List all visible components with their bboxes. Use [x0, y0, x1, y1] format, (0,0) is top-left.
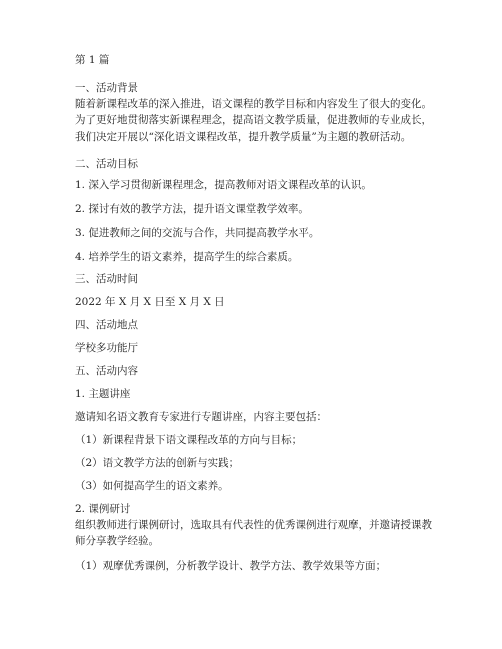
case-study-item: （1）观摩优秀课例，分析教学设计、教学方法、教学效果等方面；: [75, 560, 387, 572]
section-heading-goals: 二、活动目标: [75, 158, 138, 170]
section-heading-time: 三、活动时间: [75, 273, 138, 285]
content-subheading-lecture: 1. 主题讲座: [75, 388, 131, 400]
goal-item: 1. 深入学习贯彻新课程理念，提高教师对语文课程改革的认识。: [75, 179, 372, 191]
lecture-item: （1）新课程背景下语文课程改革的方向与目标；: [75, 434, 303, 446]
lecture-intro: 邀请知名语文教育专家进行专题讲座，内容主要包括：: [75, 411, 327, 423]
case-study-paragraph: 组织教师进行课例研讨，选取具有代表性的优秀课例进行观摩，并邀请授课教师分享教学经验。: [75, 519, 432, 548]
goal-item: 2. 探讨有效的教学方法，提升语文课堂教学效率。: [75, 203, 309, 215]
goal-item: 3. 促进教师之间的交流与合作，共同提高教学水平。: [75, 227, 320, 239]
background-paragraph: 随着新课程改革的深入推进，语文课程的教学目标和内容发生了很大的变化。为了更好地贯彻落实新课程理念，提高语文教学质量，促进教师的专业成长，我们决定开展以“深化语文课程改革，提升教学质量”为主题的教研活动。: [75, 98, 432, 143]
section-heading-location: 四、活动地点: [75, 319, 138, 331]
goal-item: 4. 培养学生的语文素养，提高学生的综合素质。: [75, 251, 299, 263]
activity-time: 2022 年 X 月 X 日至 X 月 X 日: [75, 296, 225, 308]
section-heading-content: 五、活动内容: [75, 365, 138, 377]
content-subheading-case-study: 2. 课例研讨: [75, 503, 131, 515]
document-title: 第 1 篇: [75, 54, 110, 66]
lecture-item: （3）如何提高学生的语文素养。: [75, 480, 229, 492]
activity-location: 学校多功能厅: [75, 342, 138, 354]
section-heading-background: 一、活动背景: [75, 82, 138, 94]
lecture-item: （2）语文教学方法的创新与实践；: [75, 457, 240, 469]
